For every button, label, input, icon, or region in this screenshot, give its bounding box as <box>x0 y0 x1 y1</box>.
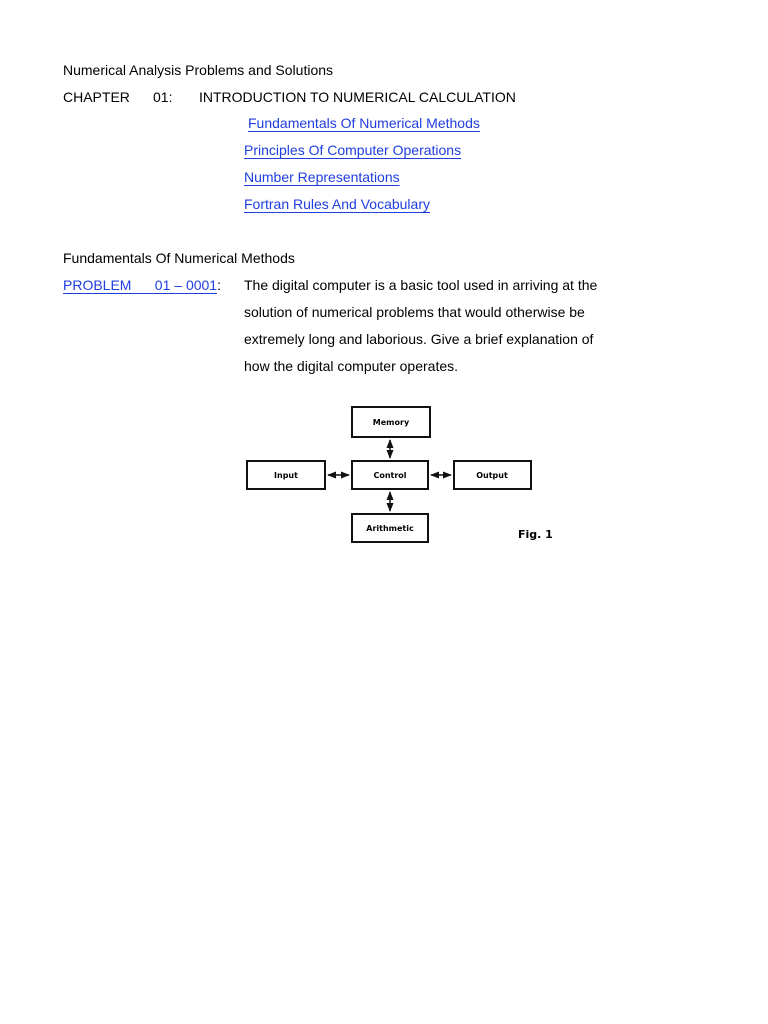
output-box <box>454 461 531 489</box>
toc-link-computer-operations[interactable]: Principles Of Computer Operations <box>244 142 462 158</box>
chapter-label: CHAPTER <box>63 89 130 105</box>
arithmetic-label: Arithmetic <box>366 524 414 533</box>
input-label: Input <box>274 471 298 480</box>
chapter-number: 01: <box>153 89 173 105</box>
problem-text-line-2: solution of numerical problems that would otherwise be <box>244 304 585 320</box>
toc-link-number-representations[interactable]: Number Representations <box>244 169 400 185</box>
memory-box <box>352 407 430 437</box>
memory-label: Memory <box>372 418 410 427</box>
toc-link-fortran-rules[interactable]: Fortran Rules And Vocabulary <box>244 196 430 212</box>
input-box <box>247 461 325 489</box>
arithmetic-box <box>352 514 428 542</box>
figure-caption: Fig. 1 <box>518 528 553 541</box>
problem-text-line-3: extremely long and laborious. Give a brief explanation of <box>244 331 594 347</box>
control-box <box>352 461 428 489</box>
problem-text-line-4: how the digital computer operates. <box>244 358 459 374</box>
problem-id-wrap <box>63 276 221 294</box>
control-label: Control <box>373 471 407 480</box>
toc-link-fundamentals[interactable]: Fundamentals Of Numerical Methods <box>248 115 480 131</box>
output-label: Output <box>476 471 508 480</box>
chapter-title: INTRODUCTION TO NUMERICAL CALCULATION <box>199 89 516 105</box>
section-heading: Fundamentals Of Numerical Methods <box>63 250 295 266</box>
problem-colon: : <box>217 277 221 293</box>
problem-text-line-1: The digital computer is a basic tool used in arriving at the <box>244 277 598 293</box>
computer-block-diagram <box>240 400 570 550</box>
problem-link[interactable]: PROBLEM 01 – 0001 <box>63 277 218 293</box>
document-title: Numerical Analysis Problems and Solutions <box>63 62 334 78</box>
